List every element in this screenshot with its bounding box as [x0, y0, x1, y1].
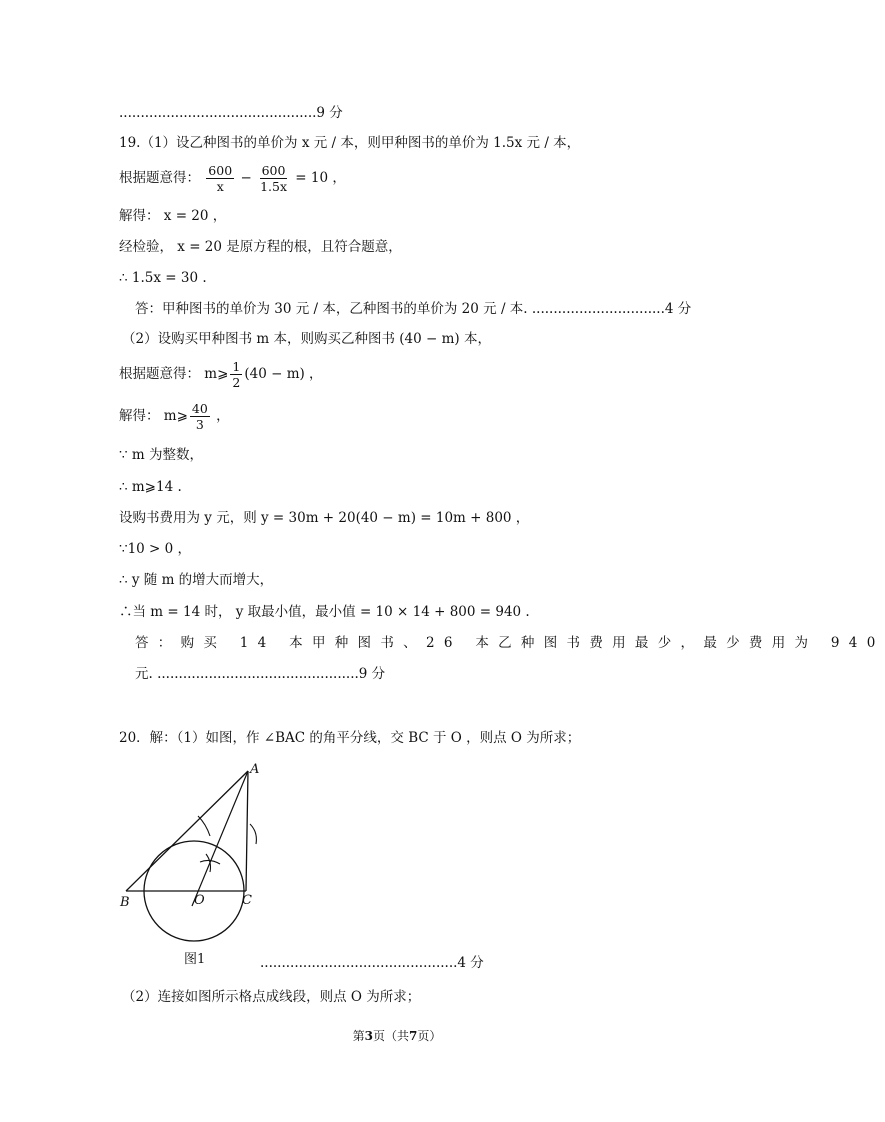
- label-a: A: [250, 762, 260, 777]
- q20-part1: 20．解：（1）如图，作 ∠BAC 的角平分线，交 BC 于 O ，则点 O 为所求；: [119, 730, 581, 746]
- eq2-denominator: 2: [232, 375, 241, 390]
- footer-middle: 页（共: [372, 1029, 409, 1043]
- eq1-minus: −: [236, 170, 257, 186]
- eq2-numerator: 1: [232, 359, 241, 374]
- fraction-40-over-3: [190, 401, 210, 432]
- side-ab: [126, 771, 248, 891]
- therefore-2: ∴ m⩾14 .: [119, 479, 182, 495]
- eq1-denominator-1: x: [216, 179, 224, 194]
- figure-caption: 图1: [184, 952, 206, 967]
- solve2-prefix: 解得： m⩾: [119, 408, 188, 424]
- page-footer: [0, 1027, 794, 1044]
- side-ac: [246, 771, 248, 891]
- footer-page-number: 3: [364, 1029, 373, 1043]
- footer-total-pages: 7: [409, 1029, 418, 1043]
- solve-1: 解得： x = 20 ，: [119, 208, 227, 224]
- q19-part1-setup: 19.（1）设乙种图书的单价为 x 元 / 本，则甲种图书的单价为 1.5x 元 / 本，: [119, 135, 581, 151]
- eq1-denominator-2: 1.5x: [260, 179, 287, 194]
- equation-2: [119, 359, 323, 390]
- therefore-1: ∴ 1.5x = 30 .: [119, 270, 207, 286]
- footer-prefix: 第: [352, 1029, 365, 1043]
- equation-1: [119, 163, 346, 194]
- geometry-figure: [110, 756, 280, 966]
- label-b: B: [120, 895, 130, 910]
- q20-part2: （2）连接如图所示格点成线段，则点 O 为所求；: [122, 989, 421, 1005]
- figure-score-line: ..............................................4 分: [260, 955, 484, 971]
- eq1-prefix: 根据题意得：: [119, 170, 200, 186]
- eq1-numerator-1: 600: [208, 163, 233, 178]
- angle-bisector: [192, 771, 248, 906]
- fraction-one-half: [230, 359, 242, 390]
- fraction-600-over-x: [206, 163, 234, 194]
- solve2-denominator: 3: [195, 417, 204, 432]
- check-line: 经检验， x = 20 是原方程的根，且符合题意，: [119, 239, 402, 255]
- solve2-tail: ，: [211, 408, 230, 424]
- answer-2-line-b: 元. ...............................................9 分: [135, 666, 386, 682]
- score-line: ..............................................9 分: [119, 105, 343, 121]
- eq2-tail: (40 − m) ，: [244, 366, 323, 382]
- eq1-numerator-2: 600: [261, 163, 286, 178]
- footer-suffix: 页）: [417, 1029, 442, 1043]
- therefore-4: ∴当 m = 14 时， y 取最小值，最小值 = 10 × 14 + 800 = 940 .: [119, 604, 530, 620]
- label-o: O: [194, 893, 205, 908]
- fraction-600-over-1.5x: [258, 163, 289, 194]
- q19-part2-setup: （2）设购买甲种图书 m 本，则购买乙种图书 (40 − m) 本，: [122, 331, 491, 347]
- arc-mark-ac: [250, 824, 256, 844]
- label-c: C: [242, 893, 252, 908]
- because-2: ∵10 > 0 ，: [119, 541, 192, 557]
- solve2-numerator: 40: [191, 401, 208, 416]
- answer-1: 答：甲种图书的单价为 30 元 / 本，乙种图书的单价为 20 元 / 本. ...............................4 分: [135, 301, 692, 317]
- answer-2-line-a: 答：购买 14 本甲种图书、26 本乙种图书费用最少，最少费用为 940: [135, 635, 885, 651]
- eq2-prefix: 根据题意得： m⩾: [119, 366, 229, 382]
- eq1-tail: = 10 ，: [291, 170, 346, 186]
- cost-function: 设购书费用为 y 元，则 y = 30m + 20(40 − m) = 10m + 800 ，: [119, 510, 530, 526]
- solve-2: [119, 401, 230, 432]
- therefore-3: ∴ y 随 m 的增大而增大，: [119, 572, 274, 588]
- because-1: ∵ m 为整数，: [119, 447, 203, 463]
